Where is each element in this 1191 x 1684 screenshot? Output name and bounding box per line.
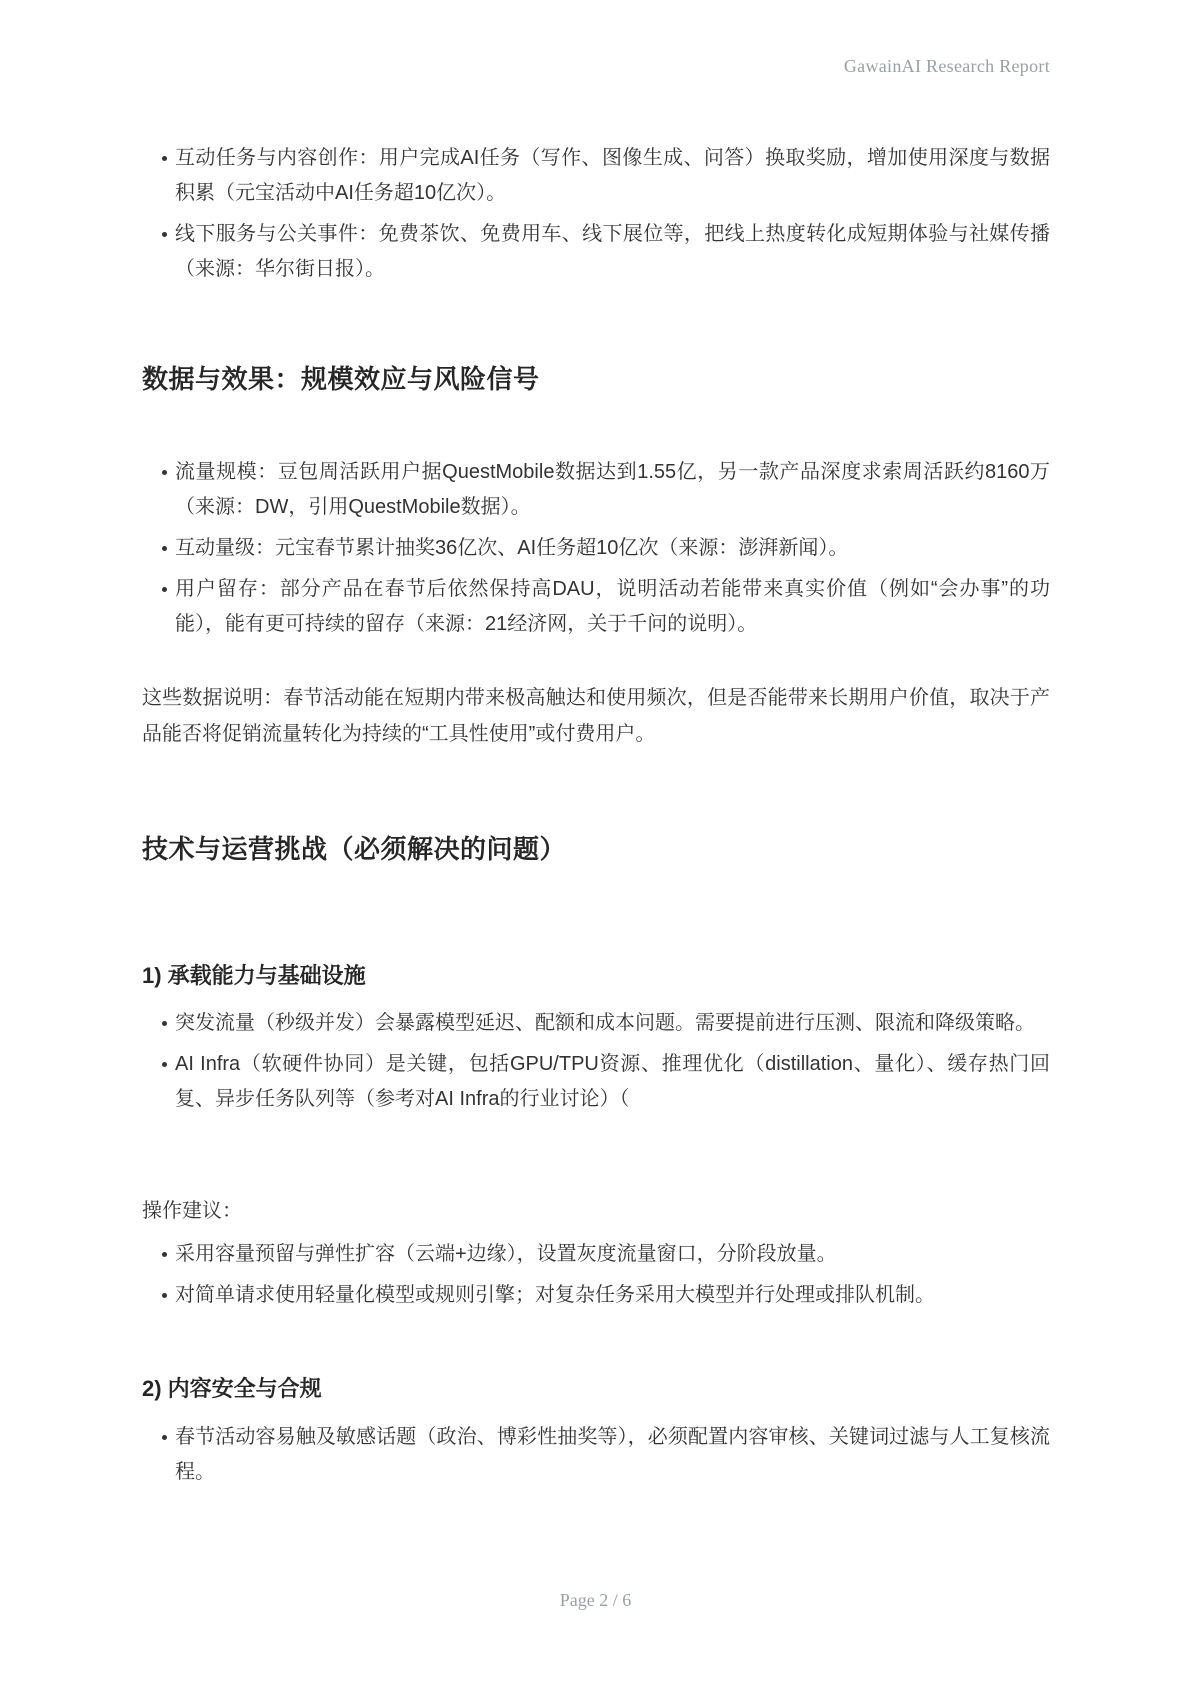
content-safety-bullet-list <box>142 1420 1050 1496</box>
list-item: 线下服务与公关事件：免费茶饮、免费用车、线下展位等，把线上热度转化成短期体验与社媒传播（来源：华尔街日报）。 <box>160 217 1050 287</box>
advice-bullet-list <box>142 1237 1050 1319</box>
intro-bullet-list <box>142 141 1050 293</box>
data-effects-summary-paragraph: 这些数据说明：春节活动能在短期内带来极高触达和使用频次，但是否能带来长期用户价值，取决于产品能否将促销流量转化为持续的“工具性使用”或付费用户。 <box>142 687 1050 745</box>
list-item: 互动任务与内容创作：用户完成AI任务（写作、图像生成、问答）换取奖励，增加使用深度与数据积累（元宝活动中AI任务超10亿次）。 <box>160 141 1050 211</box>
list-item: 用户留存：部分产品在春节后依然保持高DAU，说明活动若能带来真实价值（例如“会办事”的功能），能有更可持续的留存（来源：21经济网，关于千问的说明）。 <box>160 572 1050 642</box>
advice-label: 操作建议： <box>142 1200 242 1222</box>
report-header-title: GawainAI Research Report <box>843 56 1050 76</box>
data-effects-bullet-list <box>142 455 1050 648</box>
list-item: 对简单请求使用轻量化模型或规则引擎；对复杂任务采用大模型并行处理或排队机制。 <box>160 1278 1050 1313</box>
section-title-tech-challenges: 技术与运营挑战（必须解决的问题） <box>142 834 567 864</box>
subsection-title-capacity: 1) 承载能力与基础设施 <box>142 963 366 988</box>
list-item: AI Infra（软硬件协同）是关键，包括GPU/TPU资源、推理优化（distillation、量化）、缓存热门回复、异步任务队列等（参考对AI Infra的行业讨论）（ <box>160 1047 1050 1117</box>
page-number-label: Page 2 / 6 <box>559 1590 632 1610</box>
list-item: 流量规模：豆包周活跃用户据QuestMobile数据达到1.55亿，另一款产品深度求索周活跃约8160万（来源：DW，引用QuestMobile数据）。 <box>160 455 1050 525</box>
capacity-bullet-list <box>142 1006 1050 1123</box>
subsection-title-content-safety: 2) 内容安全与合规 <box>142 1376 322 1401</box>
list-item: 采用容量预留与弹性扩容（云端+边缘），设置灰度流量窗口，分阶段放量。 <box>160 1237 1050 1272</box>
list-item: 突发流量（秒级并发）会暴露模型延迟、配额和成本问题。需要提前进行压测、限流和降级策略。 <box>160 1006 1050 1041</box>
list-item: 春节活动容易触及敏感话题（政治、博彩性抽奖等），必须配置内容审核、关键词过滤与人工复核流程。 <box>160 1420 1050 1490</box>
list-item: 互动量级：元宝春节累计抽奖36亿次、AI任务超10亿次（来源：澎湃新闻）。 <box>160 531 1050 566</box>
section-title-data-effects: 数据与效果：规模效应与风险信号 <box>142 364 540 394</box>
